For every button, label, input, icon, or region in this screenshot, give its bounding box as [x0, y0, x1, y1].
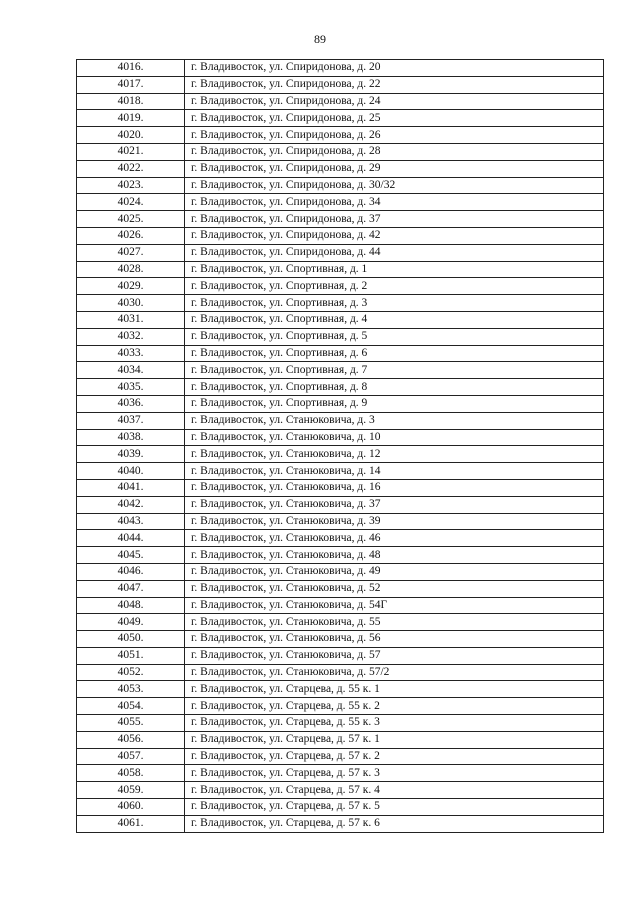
table-row	[77, 194, 604, 211]
row-number: 4034.	[77, 362, 185, 379]
row-address: г. Владивосток, ул. Спортивная, д. 6	[185, 345, 604, 362]
row-address: г. Владивосток, ул. Спиридонова, д. 26	[185, 127, 604, 144]
table-row	[77, 530, 604, 547]
table-row	[77, 295, 604, 312]
row-address: г. Владивосток, ул. Спортивная, д. 1	[185, 261, 604, 278]
table-row	[77, 664, 604, 681]
row-address: г. Владивосток, ул. Спортивная, д. 7	[185, 362, 604, 379]
row-address: г. Владивосток, ул. Станюковича, д. 37	[185, 496, 604, 513]
row-number: 4054.	[77, 698, 185, 715]
table-row	[77, 160, 604, 177]
row-address: г. Владивосток, ул. Спиридонова, д. 22	[185, 76, 604, 93]
row-number: 4041.	[77, 479, 185, 496]
row-number: 4035.	[77, 379, 185, 396]
row-number: 4059.	[77, 782, 185, 799]
row-address: г. Владивосток, ул. Старцева, д. 55 к. 3	[185, 715, 604, 732]
table-row	[77, 278, 604, 295]
table-row	[77, 261, 604, 278]
row-address: г. Владивосток, ул. Станюковича, д. 57	[185, 647, 604, 664]
row-address: г. Владивосток, ул. Станюковича, д. 3	[185, 412, 604, 429]
table-row	[77, 143, 604, 160]
row-address: г. Владивосток, ул. Спиридонова, д. 44	[185, 244, 604, 261]
row-address: г. Владивосток, ул. Спортивная, д. 5	[185, 328, 604, 345]
address-table	[76, 59, 604, 833]
row-address: г. Владивосток, ул. Старцева, д. 57 к. 6	[185, 815, 604, 832]
table-row	[77, 127, 604, 144]
row-address: г. Владивосток, ул. Спортивная, д. 4	[185, 311, 604, 328]
row-address: г. Владивосток, ул. Спиридонова, д. 30/32	[185, 177, 604, 194]
row-number: 4017.	[77, 76, 185, 93]
table-row	[77, 815, 604, 832]
row-address: г. Владивосток, ул. Спиридонова, д. 28	[185, 143, 604, 160]
table-row	[77, 563, 604, 580]
row-number: 4056.	[77, 731, 185, 748]
table-row	[77, 479, 604, 496]
table-row	[77, 429, 604, 446]
row-number: 4061.	[77, 815, 185, 832]
table-row	[77, 211, 604, 228]
row-address: г. Владивосток, ул. Спортивная, д. 9	[185, 395, 604, 412]
row-number: 4036.	[77, 395, 185, 412]
table-row	[77, 395, 604, 412]
row-number: 4027.	[77, 244, 185, 261]
row-number: 4039.	[77, 446, 185, 463]
row-number: 4037.	[77, 412, 185, 429]
row-number: 4052.	[77, 664, 185, 681]
table-row	[77, 345, 604, 362]
row-number: 4020.	[77, 127, 185, 144]
row-number: 4025.	[77, 211, 185, 228]
table-row	[77, 496, 604, 513]
table-row	[77, 328, 604, 345]
row-address: г. Владивосток, ул. Старцева, д. 57 к. 5	[185, 799, 604, 816]
row-address: г. Владивосток, ул. Спиридонова, д. 37	[185, 211, 604, 228]
row-number: 4040.	[77, 463, 185, 480]
row-number: 4029.	[77, 278, 185, 295]
row-number: 4042.	[77, 496, 185, 513]
table-row	[77, 76, 604, 93]
row-number: 4048.	[77, 597, 185, 614]
row-address: г. Владивосток, ул. Спортивная, д. 2	[185, 278, 604, 295]
row-address: г. Владивосток, ул. Спиридонова, д. 25	[185, 110, 604, 127]
row-number: 4045.	[77, 547, 185, 564]
row-address: г. Владивосток, ул. Станюковича, д. 39	[185, 513, 604, 530]
row-number: 4049.	[77, 614, 185, 631]
table-row	[77, 362, 604, 379]
row-number: 4033.	[77, 345, 185, 362]
table-row	[77, 765, 604, 782]
row-address: г. Владивосток, ул. Старцева, д. 57 к. 2	[185, 748, 604, 765]
row-address: г. Владивосток, ул. Спиридонова, д. 20	[185, 60, 604, 77]
row-number: 4016.	[77, 60, 185, 77]
table-row	[77, 446, 604, 463]
table-row	[77, 715, 604, 732]
table-row	[77, 311, 604, 328]
row-number: 4031.	[77, 311, 185, 328]
table-row	[77, 597, 604, 614]
row-number: 4038.	[77, 429, 185, 446]
row-address: г. Владивосток, ул. Станюковича, д. 49	[185, 563, 604, 580]
row-number: 4032.	[77, 328, 185, 345]
row-number: 4019.	[77, 110, 185, 127]
table-row	[77, 244, 604, 261]
row-address: г. Владивосток, ул. Спортивная, д. 3	[185, 295, 604, 312]
row-address: г. Владивосток, ул. Спиридонова, д. 24	[185, 93, 604, 110]
address-table-body	[77, 60, 604, 833]
row-address: г. Владивосток, ул. Спиридонова, д. 34	[185, 194, 604, 211]
table-row	[77, 60, 604, 77]
row-address: г. Владивосток, ул. Старцева, д. 57 к. 3	[185, 765, 604, 782]
row-address: г. Владивосток, ул. Станюковича, д. 12	[185, 446, 604, 463]
table-row	[77, 93, 604, 110]
table-row	[77, 227, 604, 244]
row-address: г. Владивосток, ул. Станюковича, д. 16	[185, 479, 604, 496]
table-row	[77, 799, 604, 816]
row-number: 4053.	[77, 681, 185, 698]
row-number: 4043.	[77, 513, 185, 530]
row-number: 4023.	[77, 177, 185, 194]
row-number: 4044.	[77, 530, 185, 547]
row-address: г. Владивосток, ул. Старцева, д. 55 к. 2	[185, 698, 604, 715]
row-number: 4028.	[77, 261, 185, 278]
row-address: г. Владивосток, ул. Станюковича, д. 52	[185, 580, 604, 597]
table-row	[77, 547, 604, 564]
table-row	[77, 614, 604, 631]
row-number: 4024.	[77, 194, 185, 211]
row-address: г. Владивосток, ул. Станюковича, д. 10	[185, 429, 604, 446]
table-row	[77, 513, 604, 530]
row-address: г. Владивосток, ул. Станюковича, д. 48	[185, 547, 604, 564]
row-address: г. Владивосток, ул. Старцева, д. 57 к. 1	[185, 731, 604, 748]
row-number: 4026.	[77, 227, 185, 244]
table-row	[77, 698, 604, 715]
row-address: г. Владивосток, ул. Станюковича, д. 14	[185, 463, 604, 480]
row-address: г. Владивосток, ул. Станюковича, д. 46	[185, 530, 604, 547]
row-number: 4022.	[77, 160, 185, 177]
row-number: 4046.	[77, 563, 185, 580]
row-number: 4021.	[77, 143, 185, 160]
row-number: 4050.	[77, 631, 185, 648]
table-row	[77, 110, 604, 127]
row-address: г. Владивосток, ул. Станюковича, д. 56	[185, 631, 604, 648]
row-number: 4060.	[77, 799, 185, 816]
row-number: 4055.	[77, 715, 185, 732]
table-row	[77, 681, 604, 698]
table-row	[77, 782, 604, 799]
row-address: г. Владивосток, ул. Старцева, д. 55 к. 1	[185, 681, 604, 698]
row-address: г. Владивосток, ул. Станюковича, д. 55	[185, 614, 604, 631]
table-row	[77, 748, 604, 765]
row-number: 4047.	[77, 580, 185, 597]
table-row	[77, 177, 604, 194]
row-number: 4057.	[77, 748, 185, 765]
table-row	[77, 647, 604, 664]
row-number: 4030.	[77, 295, 185, 312]
row-address: г. Владивосток, ул. Спортивная, д. 8	[185, 379, 604, 396]
page-number: 89	[314, 32, 326, 46]
table-row	[77, 731, 604, 748]
row-address: г. Владивосток, ул. Старцева, д. 57 к. 4	[185, 782, 604, 799]
row-number: 4051.	[77, 647, 185, 664]
table-row	[77, 379, 604, 396]
table-row	[77, 463, 604, 480]
row-number: 4018.	[77, 93, 185, 110]
table-row	[77, 580, 604, 597]
table-row	[77, 631, 604, 648]
row-address: г. Владивосток, ул. Станюковича, д. 54Г	[185, 597, 604, 614]
row-address: г. Владивосток, ул. Спиридонова, д. 29	[185, 160, 604, 177]
row-address: г. Владивосток, ул. Станюковича, д. 57/2	[185, 664, 604, 681]
row-number: 4058.	[77, 765, 185, 782]
table-row	[77, 412, 604, 429]
row-address: г. Владивосток, ул. Спиридонова, д. 42	[185, 227, 604, 244]
